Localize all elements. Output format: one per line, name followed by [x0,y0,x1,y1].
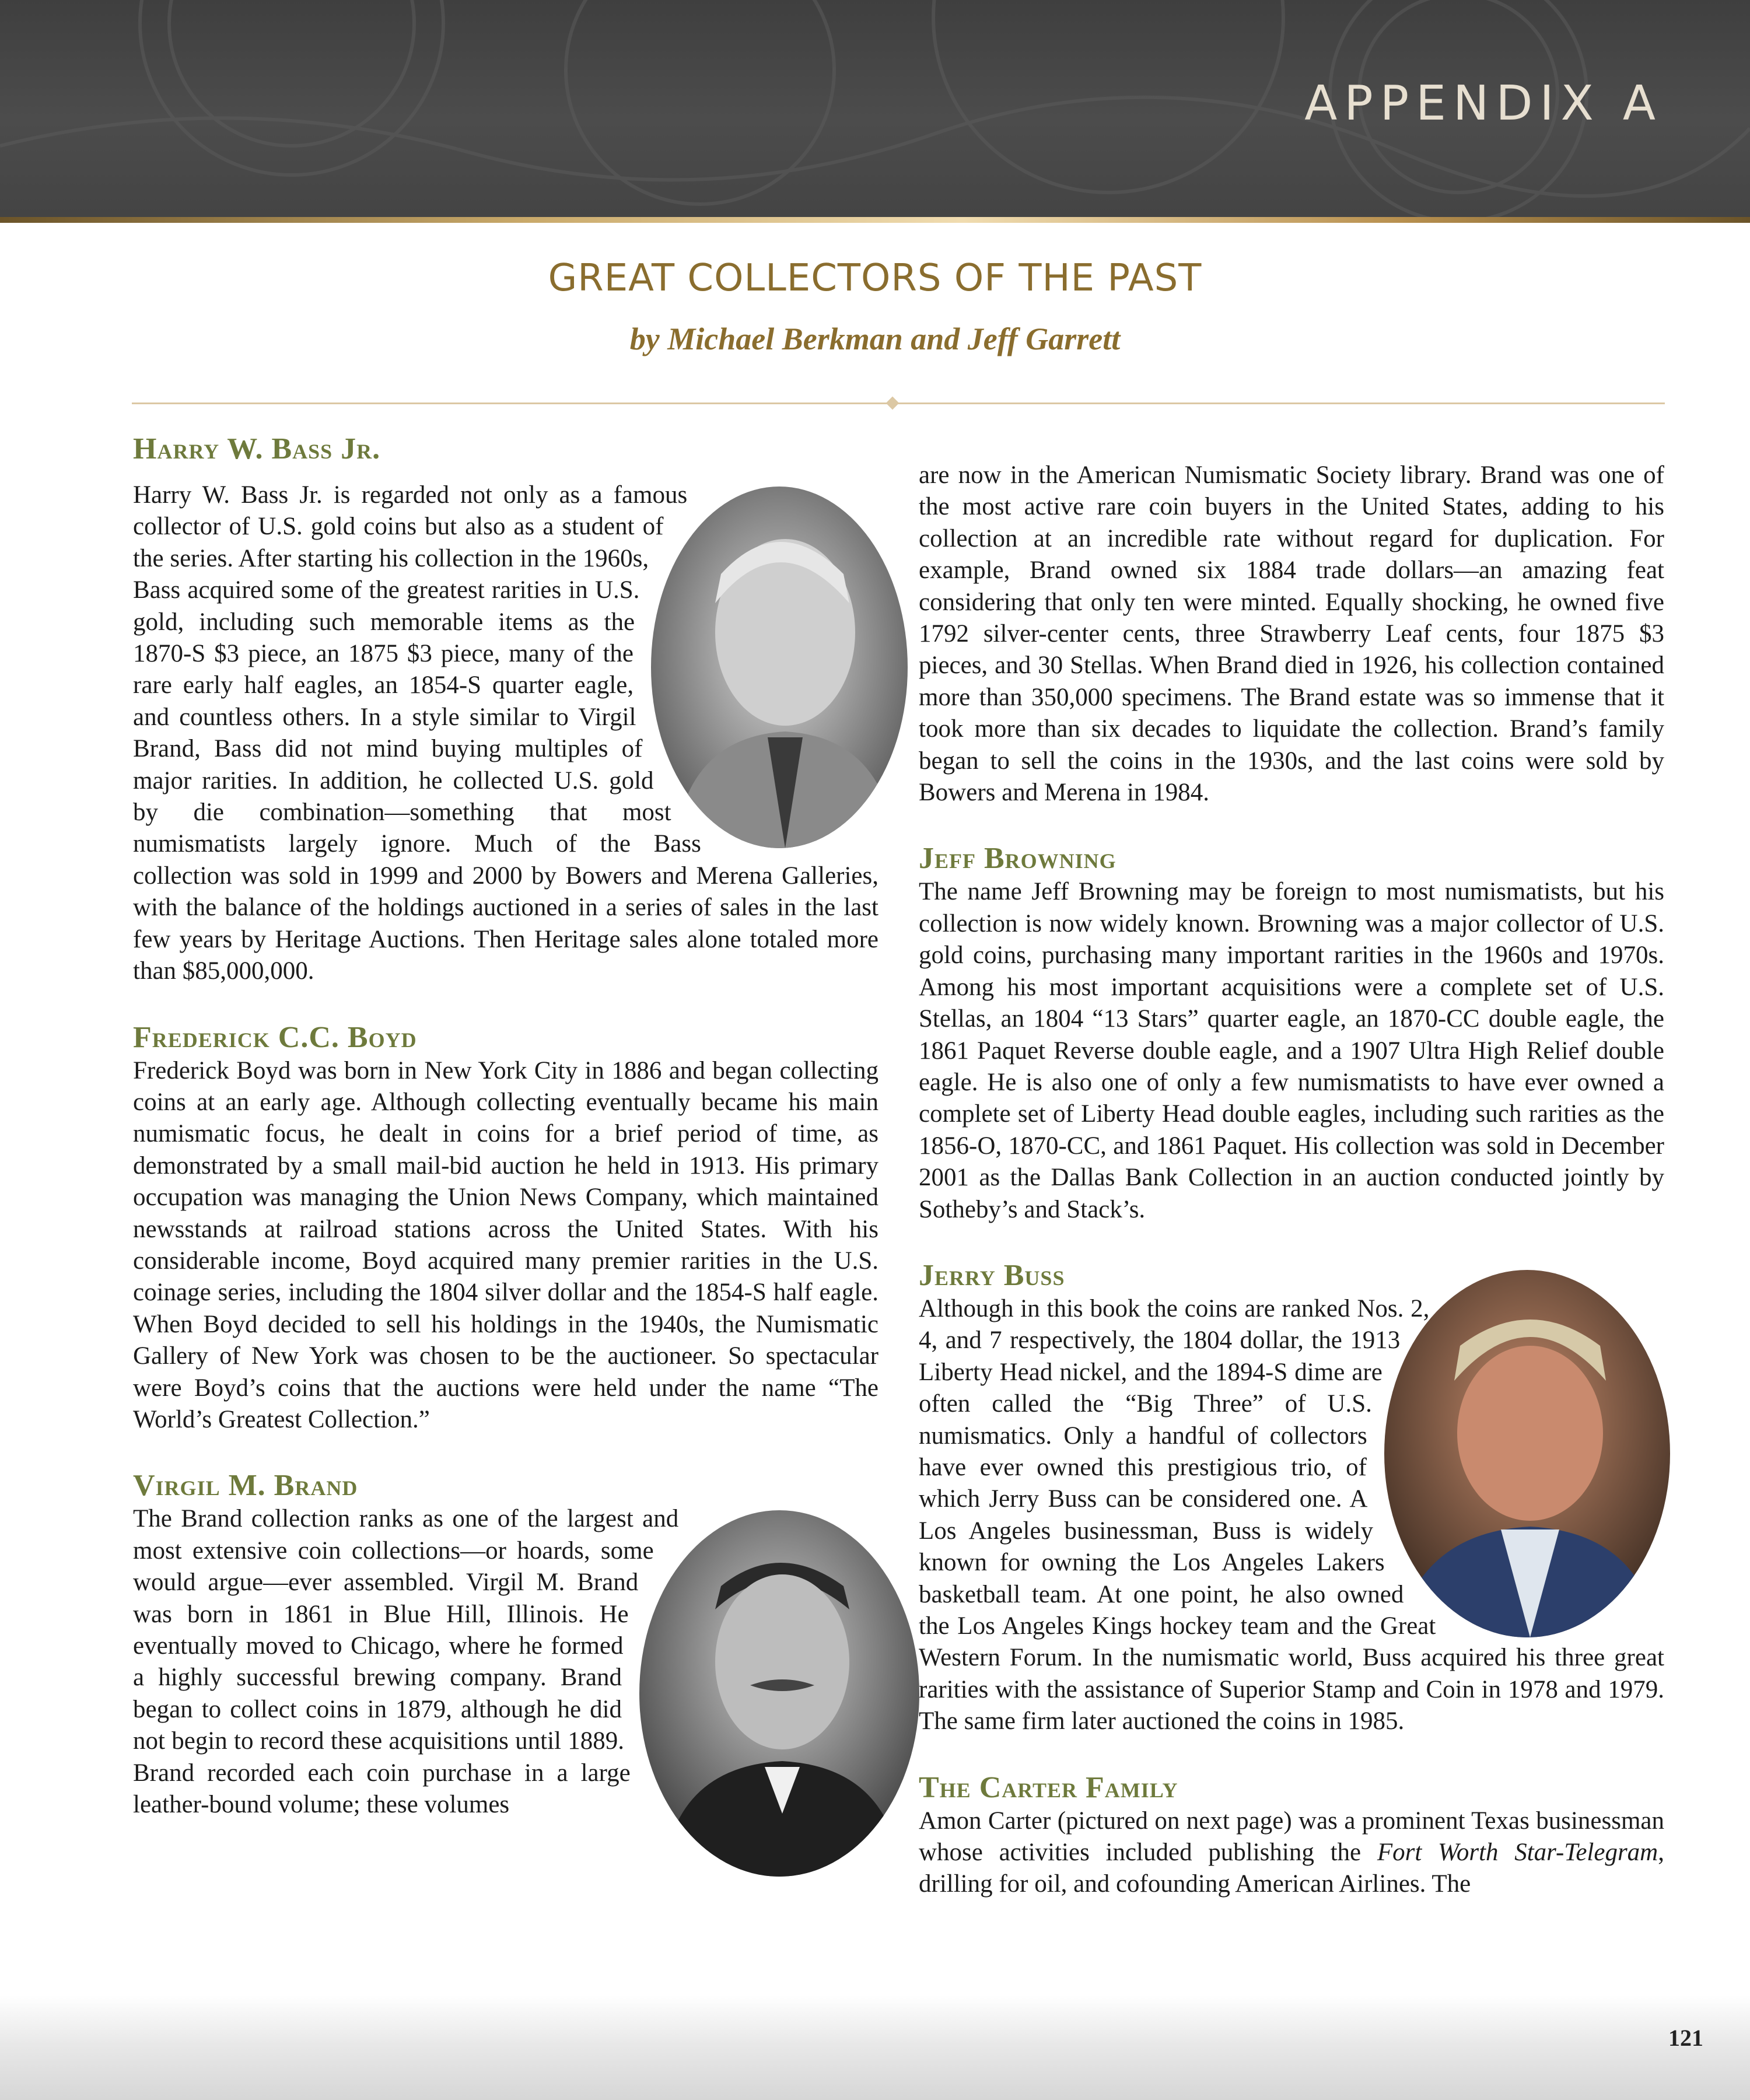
footer-band [0,1995,1750,2100]
portrait-brand [639,1510,919,1877]
page-title: GREAT COLLECTORS OF THE PAST [548,257,1202,300]
section-text-buss: Although in this book the coins are ranked Nos. 2, 4, and 7 respectively, the 1804 dollar, the 1913 Liberty Head nickel, and the 1894-S dime are often called the “Big Three” of U.S. numismatics. Only a handful of collectors have ever owned this prestigious trio, of which Jerry Buss can be considered one. A Los Angeles businessman, Buss is widely known for owning the Los Angeles Lakers basketball team. At one point, he also owned the Los Angeles Kings hockey team and the Great Western Forum. In the numismatic world, Buss acquired his three great rarities with the assistance of Superior Stamp and Coin in 1978 and 1979. The same firm later auctioned the coins in 1985. [919,1294,1664,1735]
section-text-brand-continued: are now in the American Numismatic Society library. Brand was one of the most active rare coin buyers in the United States, adding to his collection at an incredible rate without regard for duplication. For example, Brand owned six 1884 trade dollars—an amazing feat considering that only ten were minted. Equally shocking, he owned five 1792 silver-center cents, three Strawberry Leaf cents, four 1875 $3 pieces, and 30 Stellas. When Brand died in 1926, his collection contained more than 350,000 specimens. The Brand estate was so immense that it took more than six decades to liquidate the collection. Brand’s family began to sell the coins in the 1930s, and the last coins were sold by Bowers and Merena in 1984. [919,461,1664,807]
appendix-label: APPENDIX A [1304,76,1662,131]
section-text-browning: The name Jeff Browning may be foreign to most numismatists, but his collection is now widely known. Browning was a major collector of U.S. gold coins, purchasing many important rarities in the 1960s and 1970s. Among his most important acquisitions were a complete set of U.S. Stellas, an 1804 “13 Stars” quarter eagle, an 1870-CC double eagle, the 1861 Paquet Reverse double eagle, and a 1907 Ultra High Relief double eagle. He is also one of only a few numismatists to have ever owned a complete set of Liberty Head double eagles, including such rarities as the 1856-O, 1870-CC, and 1861 Paquet. His collection was sold in December 2001 as the Dallas Bank Collection in an auction conducted jointly by Sotheby’s and Stack’s. [919,878,1664,1223]
left-column [133,432,878,1877]
divider-diamond-ornament [886,397,900,410]
section-heading-buss: Jerry Buss [919,1258,1065,1292]
section-heading-carter: The Carter Family [919,1770,1178,1804]
byline: by Michael Berkman and Jeff Garrett [629,321,1121,356]
header-band [0,0,1750,217]
portrait-bass-image [651,487,908,848]
section-text-bass: Harry W. Bass Jr. is regarded not only as a famous collector of U.S. gold coins but also as a student of the series. After starting his collection in the 1960s, Bass acquired some of the greatest rarities in U.S. gold, including such memorable items as the 1870-S $3 piece, an 1875 $3 piece, many of the rare early half eagles, an 1854-S quarter eagle, and countless others. In a style similar to Virgil Brand, Bass did not mind buying multiples of major rarities. In addition, he collected U.S. gold by die combination—something that most numismatists largely ignore. Much of the Bass collection was sold in 1999 and 2000 by Bowers and Merena Galleries, with the balance of the holdings auctioned in a series of sales in the last few years by Heritage Auctions. Then Heritage sales alone totaled more than $85,000,000. [133,481,878,985]
carter-text-part2: , drilling for oil, and cofounding American Airlines. The [919,1839,1664,1898]
portrait-bass [651,487,908,848]
portrait-buss-image [1384,1270,1670,1637]
newspaper-title: Fort Worth Star-Telegram [1377,1839,1658,1867]
section-text-boyd: Frederick Boyd was born in New York City in 1886 and began collecting coins at an early age. Although collecting eventually became his main numismatic focus, he dealt in coins for a brief period of time, as demonstrated by a small mail-bid auction he held in 1913. His primary occupation was managing the Union News Company, which maintained newsstands at railroad stations across the United States. With his considerable income, Boyd acquired many premier rarities in the U.S. coinage series, including the 1804 silver dollar and the 1854-S half eagle. When Boyd decided to sell his holdings in the 1940s, the Numismatic Gallery of New York was chosen to be the auctioneer. So spectacular were Boyd’s coins that the auctions were held under the name “The World’s Greatest Collection.” [133,1056,878,1433]
right-column [919,432,1664,1901]
section-text-brand: The Brand collection ranks as one of the largest and most extensive coin collections—or hoards, some would argue—ever assembled. Virgil M. Brand was born in 1861 in Blue Hill, Illinois. He eventually moved to Chicago, where he formed a highly successful brewing company. Brand began to collect coins in 1879, although he did not begin to record these acquisitions until 1889. Brand recorded each coin purchase in a large leather-bound volume; these volumes [133,1505,679,1819]
portrait-buss [1384,1270,1670,1637]
header-gold-rule [0,217,1750,223]
section-heading-brand: Virgil M. Brand [133,1469,358,1503]
section-heading-boyd: Frederick C.C. Boyd [133,1020,417,1054]
page-number: 121 [1668,2025,1703,2051]
section-heading-browning: Jeff Browning [919,842,1116,876]
portrait-brand-image [639,1510,919,1877]
section-heading-bass: Harry W. Bass Jr. [133,432,381,466]
section-text-carter [919,1805,1664,1901]
carter-text-part1: Amon Carter (pictured on next page) was a prominent Texas businessman whose activities included publishing the [919,1807,1664,1867]
